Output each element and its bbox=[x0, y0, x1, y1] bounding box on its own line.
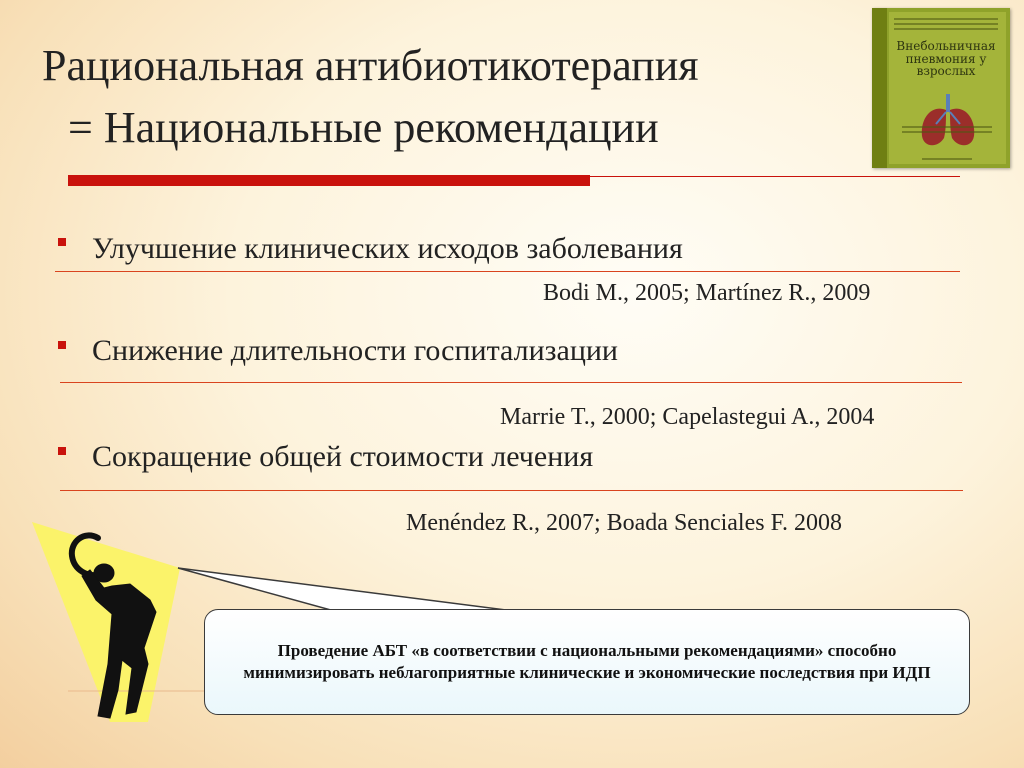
bullet-marker bbox=[58, 447, 66, 455]
bullet-text: Снижение длительности госпитализации bbox=[92, 334, 618, 367]
bullet-text: Сокращение общей стоимости лечения bbox=[92, 440, 594, 473]
callout-pointer bbox=[178, 568, 522, 612]
callout-text: Проведение АБТ «в соответствии с национальными рекомендациями» способно минимизировать неблагоприятные клинические и экономические последствия при ИДП bbox=[243, 640, 931, 682]
book-small-print bbox=[902, 131, 992, 133]
callout-box bbox=[204, 609, 970, 715]
bullet-marker bbox=[58, 238, 66, 246]
book-small-print bbox=[922, 158, 972, 160]
book-small-print bbox=[894, 28, 998, 30]
bullet-reference: Menéndez R., 2007; Boada Senciales F. 2008 bbox=[406, 510, 842, 536]
book-small-print bbox=[902, 126, 992, 128]
lungs-icon bbox=[916, 94, 980, 150]
bullet-reference: Marrie T., 2000; Capelastegui A., 2004 bbox=[500, 404, 875, 430]
bullet-separator bbox=[60, 490, 963, 491]
book-title: Внебольничная пневмония у взрослых bbox=[896, 39, 996, 79]
bullet-separator bbox=[55, 271, 960, 272]
page-title-line-2: = Национальные рекомендации bbox=[68, 103, 659, 152]
page-title-line-1: Рациональная антибиотикотерапия bbox=[42, 41, 699, 90]
bullet-reference: Bodi M., 2005; Martínez R., 2009 bbox=[543, 280, 871, 306]
book-small-print bbox=[894, 23, 998, 25]
book-cover-image bbox=[872, 8, 1010, 168]
book-small-print bbox=[894, 18, 998, 20]
bullet-text: Улучшение клинических исходов заболевания bbox=[92, 232, 683, 265]
title-underline-thin bbox=[590, 176, 960, 177]
title-underline-bar bbox=[68, 175, 590, 186]
bullet-separator bbox=[60, 382, 962, 383]
bullet-marker bbox=[58, 341, 66, 349]
book-spine bbox=[872, 8, 887, 168]
